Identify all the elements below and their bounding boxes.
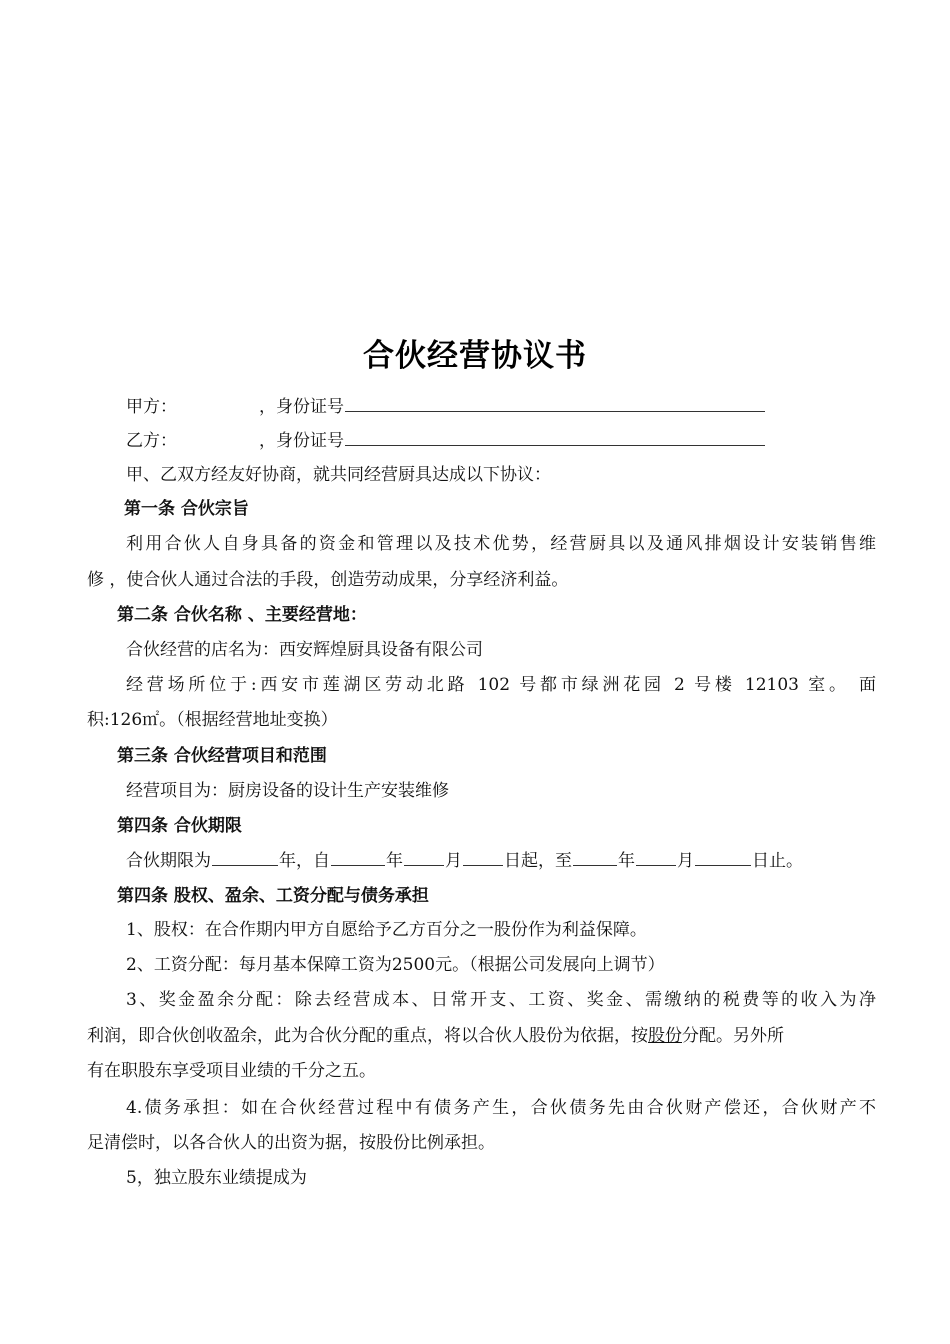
party-b-id-label: ，身份证号 [259, 431, 344, 451]
party-a-id-blank [345, 394, 765, 412]
term-text-3: 年 [386, 851, 403, 871]
end-day-blank [695, 848, 751, 866]
store-name-text: 合伙经营的店名为：西安辉煌厨具设备有限公司 [126, 640, 483, 660]
shares-underlined-text: 股份 [648, 1026, 682, 1046]
party-b-label: 乙方： [126, 431, 177, 451]
term-text-2: 年，自 [279, 851, 330, 871]
independent-shareholder-item: 5，独立股东业绩提成为 [126, 1168, 307, 1188]
business-items-text: 经营项目为：厨房设备的设计生产安装维修 [126, 781, 449, 801]
term-text-8: 日止。 [752, 851, 803, 871]
party-a-line [126, 394, 766, 419]
bonus-item-line2 [87, 1024, 784, 1048]
end-year-blank [573, 848, 617, 866]
intro-text: 甲、乙双方经友好协商，就共同经营厨具达成以下协议： [126, 465, 551, 485]
term-text-1: 合伙期限为 [126, 851, 211, 871]
article-1-text-line2: 修 ，使合伙人通过合法的手段，创造劳动成果，分享经济利益。 [87, 570, 569, 590]
term-years-blank [212, 848, 278, 866]
document-title: 合伙经营协议书 [363, 338, 587, 374]
debt-item-line2: 足清偿时，以各合伙人的出资为据，按股份比例承担。 [87, 1133, 495, 1153]
bonus-text-c: 分配。另外所 [682, 1026, 784, 1046]
party-b-line [126, 428, 766, 453]
salary-item: 2、工资分配：每月基本保障工资为2500元。（根据公司发展向上调节） [126, 955, 665, 975]
term-text-5: 日起，至 [504, 851, 572, 871]
start-day-blank [463, 848, 503, 866]
article-2-heading: 第二条 合伙名称 、主要经营地： [117, 605, 367, 625]
article-1-heading: 第一条 合伙宗旨 [124, 499, 249, 519]
term-text-7: 月 [677, 851, 694, 871]
party-b-id-blank [345, 428, 765, 446]
party-a-label: 甲方： [126, 397, 177, 417]
bonus-item-line3: 有在职股东享受项目业绩的千分之五。 [87, 1061, 376, 1081]
debt-item-line1: 4.债务承担：如在合伙经营过程中有债务产生，合伙债务先由合伙财产偿还，合伙财产不 [126, 1098, 876, 1118]
article-3-heading: 第三条 合伙经营项目和范围 [117, 746, 327, 766]
article-1-text-line1: 利用合伙人自身具备的资金和管理以及技术优势，经营厨具以及通风排烟设计安装销售维 [126, 534, 876, 554]
equity-item: 1、股权：在合作期内甲方自愿给予乙方百分之一股份作为利益保障。 [126, 920, 647, 940]
article-4-heading: 第四条 合伙期限 [117, 816, 242, 836]
article-5-heading: 第四条 股权、盈余、工资分配与债务承担 [117, 886, 429, 906]
bonus-item-line1: 3、奖金盈余分配：除去经营成本、日常开支、工资、奖金、需缴纳的税费等的收入为净 [126, 990, 876, 1010]
term-line [126, 848, 803, 873]
place-text-line2: 积:126㎡。（根据经营地址变换） [87, 710, 338, 730]
start-month-blank [404, 848, 444, 866]
term-text-4: 月 [445, 851, 462, 871]
end-month-blank [636, 848, 676, 866]
place-text-line1: 经营场所位于:西安市莲湖区劳动北路 102 号都市绿洲花园 2 号楼 12103 室。 面 [126, 675, 876, 695]
party-a-id-label: ，身份证号 [259, 397, 344, 417]
bonus-text-a: 利润，即合伙创收盈余，此为合伙分配的重点，将以合伙人股份为依据，按 [87, 1026, 648, 1046]
start-year-blank [331, 848, 385, 866]
term-text-6: 年 [618, 851, 635, 871]
